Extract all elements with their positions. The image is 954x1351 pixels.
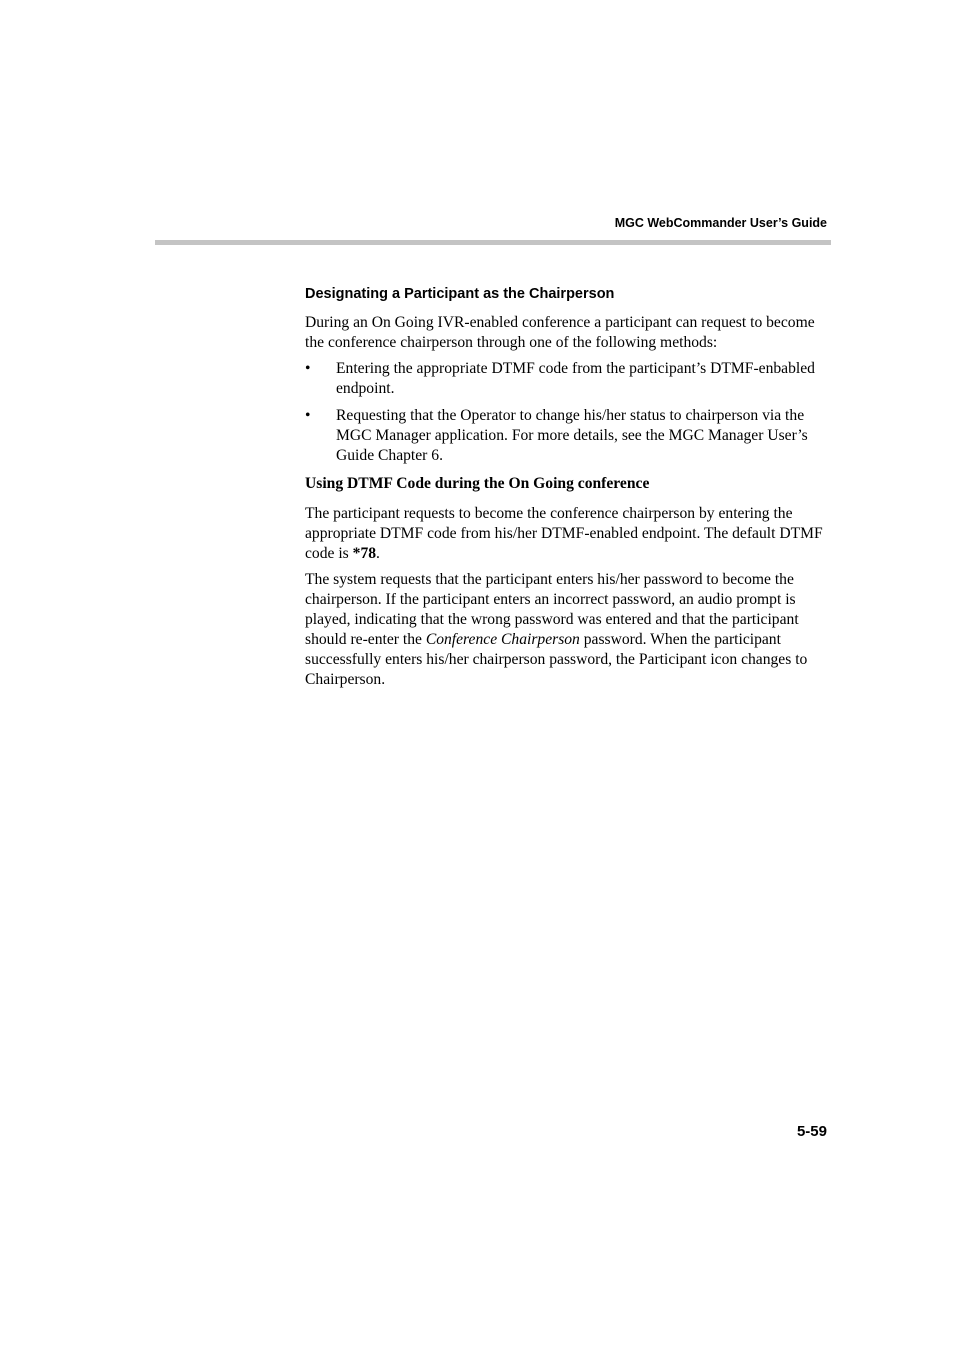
header-rule [155,240,831,245]
dtmf-paragraph-end: . [376,545,380,562]
list-item [305,406,830,466]
running-header: MGC WebCommander User’s Guide [614,216,827,230]
list-item-text: Entering the appropriate DTMF code from the participant’s DTMF-enbabled endpoint. [336,360,815,397]
password-paragraph [305,570,830,690]
intro-paragraph: During an On Going IVR-enabled conference a participant can request to become the conference chairperson through one of the following methods: [305,314,815,351]
list-item-text: Requesting that the Operator to change his/her status to chairperson via the MGC Manager application. For more details, see the MGC Manager User’s Guide Chapter 6. [336,407,808,464]
page-number: 5-59 [796,1123,827,1140]
section-heading: Designating a Participant as the Chairperson [305,286,615,302]
subsection-heading: Using DTMF Code during the On Going conference [305,475,650,492]
dtmf-paragraph [305,504,830,564]
bullet-glyph: • [305,407,311,424]
conference-chairperson-term: Conference Chairperson [425,631,580,648]
dtmf-code: *78 [352,545,377,562]
bullet-glyph: • [305,360,311,377]
password-paragraph-text-b: password. When the participant successfully enters his/her chairperson password, the Participant icon changes to Chairperson. [305,631,808,688]
list-item [305,359,830,399]
page-content [305,284,830,696]
password-paragraph-text-a: The system requests that the participant enters his/her password to become the chairperson. If the participant enters an incorrect password, an audio prompt is played, indicating that the wrong password was entered and that the participant should re-enter the [305,571,799,648]
methods-list [305,359,830,466]
dtmf-paragraph-text: The participant requests to become the conference chairperson by entering the appropriate DTMF code from his/her DTMF-enabled endpoint. The default DTMF code is [305,505,823,562]
